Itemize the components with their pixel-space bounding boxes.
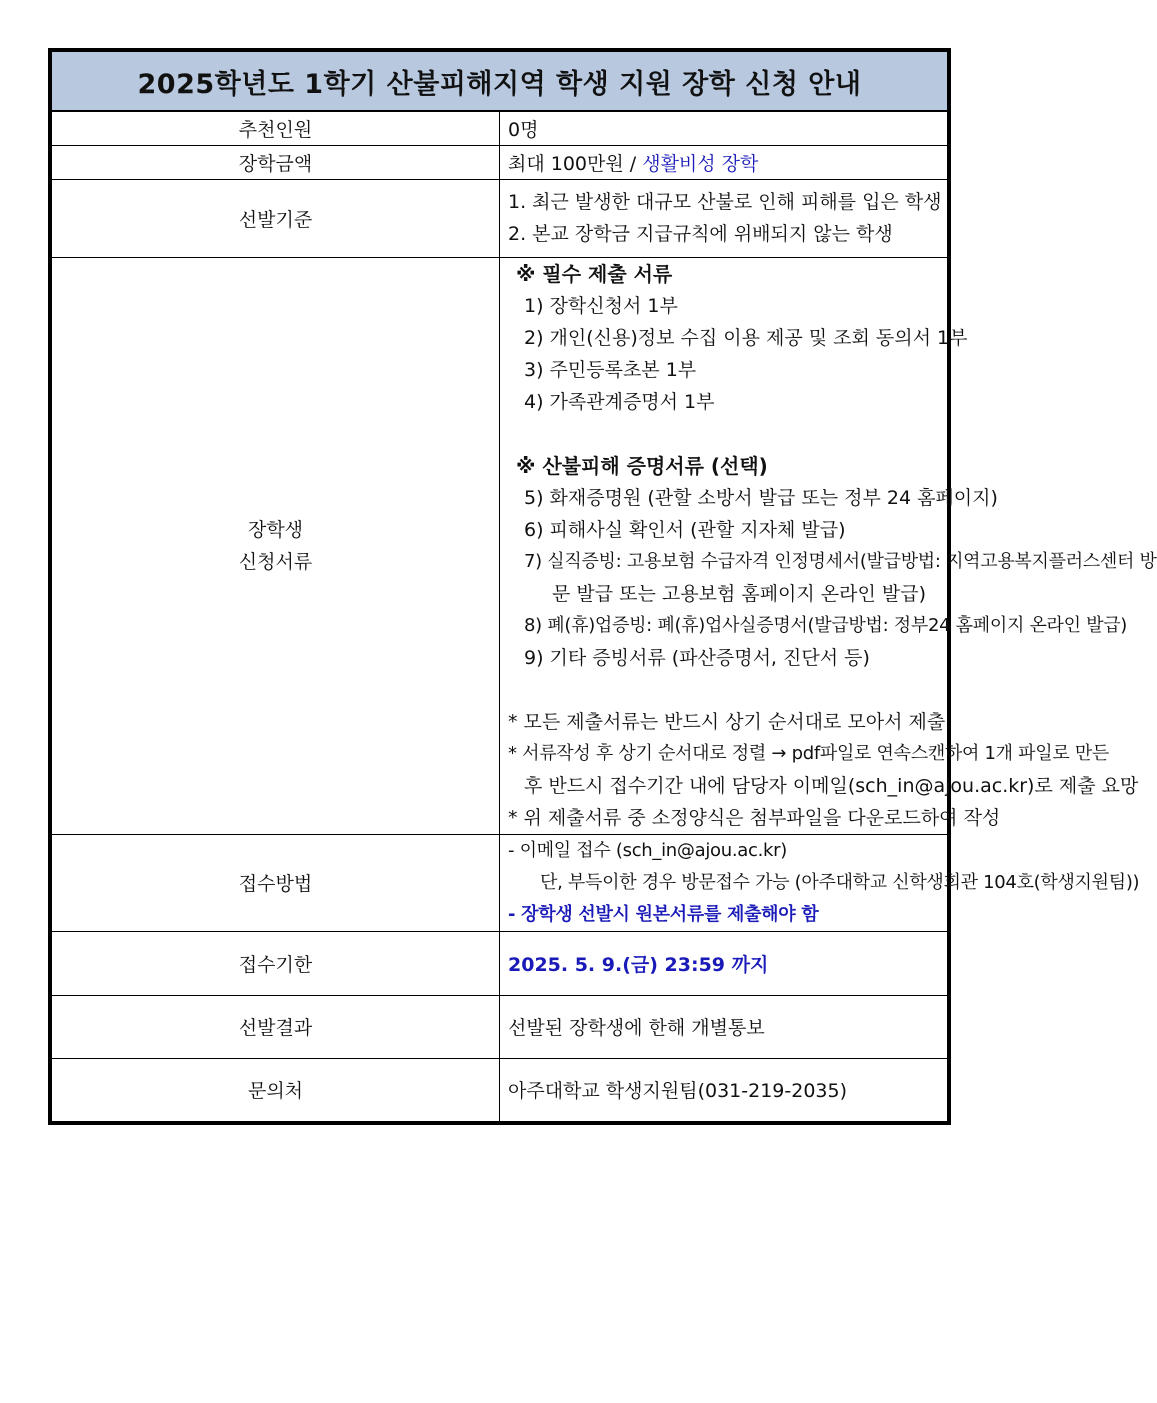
documents-label-line: 장학생 <box>247 518 304 541</box>
row-deadline <box>52 931 948 995</box>
value-result: 선발된 장학생에 한해 개별통보 <box>500 995 948 1058</box>
spacer <box>508 674 939 706</box>
optional-item: 9) 기타 증빙서류 (파산증명서, 진단서 등) <box>524 646 870 669</box>
amount-text: 최대 100만원 / <box>508 152 637 175</box>
method-line: 단, 부득이한 경우 방문접수 가능 (아주대학교 신학생회관 104호(학생지원팀)) <box>540 871 1140 893</box>
row-documents <box>52 257 948 834</box>
row-result <box>52 995 948 1058</box>
required-item: 2) 개인(신용)정보 수집 이용 제공 및 조회 동의서 1부 <box>524 326 968 349</box>
required-heading: ※ 필수 제출 서류 <box>516 261 673 286</box>
method-line: - 이메일 접수 (sch_in@ajou.ac.kr) <box>508 839 787 861</box>
row-criteria <box>52 179 948 257</box>
required-item: 4) 가족관계증명서 1부 <box>524 390 715 413</box>
optional-item-continued: 문 발급 또는 고용보험 홈페이지 온라인 발급) <box>552 582 927 605</box>
criteria-item: 2. 본교 장학금 지급규칙에 위배되지 않는 학생 <box>508 223 893 245</box>
label-result: 선발결과 <box>52 995 500 1058</box>
page-title: 2025학년도 1학기 산불피해지역 학생 지원 장학 신청 안내 <box>52 52 948 112</box>
value-recommend: 0명 <box>500 111 948 145</box>
row-contact <box>52 1058 948 1121</box>
required-item: 1) 장학신청서 1부 <box>524 294 678 317</box>
label-documents <box>52 257 500 834</box>
spacer <box>508 418 939 450</box>
documents-label-line: 신청서류 <box>238 550 313 573</box>
label-recommend: 추천인원 <box>52 111 500 145</box>
row-amount <box>52 145 948 179</box>
label-deadline: 접수기한 <box>52 931 500 995</box>
label-method: 접수방법 <box>52 834 500 931</box>
label-amount: 장학금액 <box>52 145 500 179</box>
optional-item: 6) 피해사실 확인서 (관할 지자체 발급) <box>524 518 846 541</box>
criteria-item: 1. 최근 발생한 대규모 산불로 인해 피해를 입은 학생 <box>508 191 942 213</box>
required-item: 3) 주민등록초본 1부 <box>524 358 697 381</box>
value-criteria <box>500 179 948 257</box>
optional-heading: ※ 산불피해 증명서류 (선택) <box>516 453 768 478</box>
note-item: * 모든 제출서류는 반드시 상기 순서대로 모아서 제출 <box>508 710 946 733</box>
value-contact: 아주대학교 학생지원팀(031-219-2035) <box>500 1058 948 1121</box>
label-contact: 문의처 <box>52 1058 500 1121</box>
row-method <box>52 834 948 931</box>
note-item-continued: 후 반드시 접수기간 내에 담당자 이메일(sch_in@ajou.ac.kr)로 제출 요망 <box>524 774 1139 797</box>
optional-item: 7) 실직증빙: 고용보험 수급자격 인정명세서(발급방법: 지역고용복지플러스센터 방 <box>524 550 1157 572</box>
note-item: * 위 제출서류 중 소정양식은 첨부파일을 다운로드하여 작성 <box>508 806 1001 829</box>
value-amount <box>500 145 948 179</box>
scholarship-notice-table <box>48 48 1157 1125</box>
label-criteria: 선발기준 <box>52 179 500 257</box>
value-method <box>500 834 1140 931</box>
value-deadline: 2025. 5. 9.(금) 23:59 까지 <box>500 931 948 995</box>
optional-item: 8) 폐(휴)업증빙: 폐(휴)업사실증명서(발급방법: 정부24 홈페이지 온라인 발급) <box>524 614 1128 636</box>
row-recommend <box>52 111 948 145</box>
note-item: * 서류작성 후 상기 순서대로 정렬 → pdf파일로 연속스캔하여 1개 파일로 만든 <box>508 742 1110 764</box>
value-documents <box>500 257 1157 834</box>
amount-highlight: 생활비성 장학 <box>642 152 759 175</box>
optional-item: 5) 화재증명원 (관할 소방서 발급 또는 정부 24 홈페이지) <box>524 486 998 509</box>
method-notice: - 장학생 선발시 원본서류를 제출해야 함 <box>508 903 819 925</box>
